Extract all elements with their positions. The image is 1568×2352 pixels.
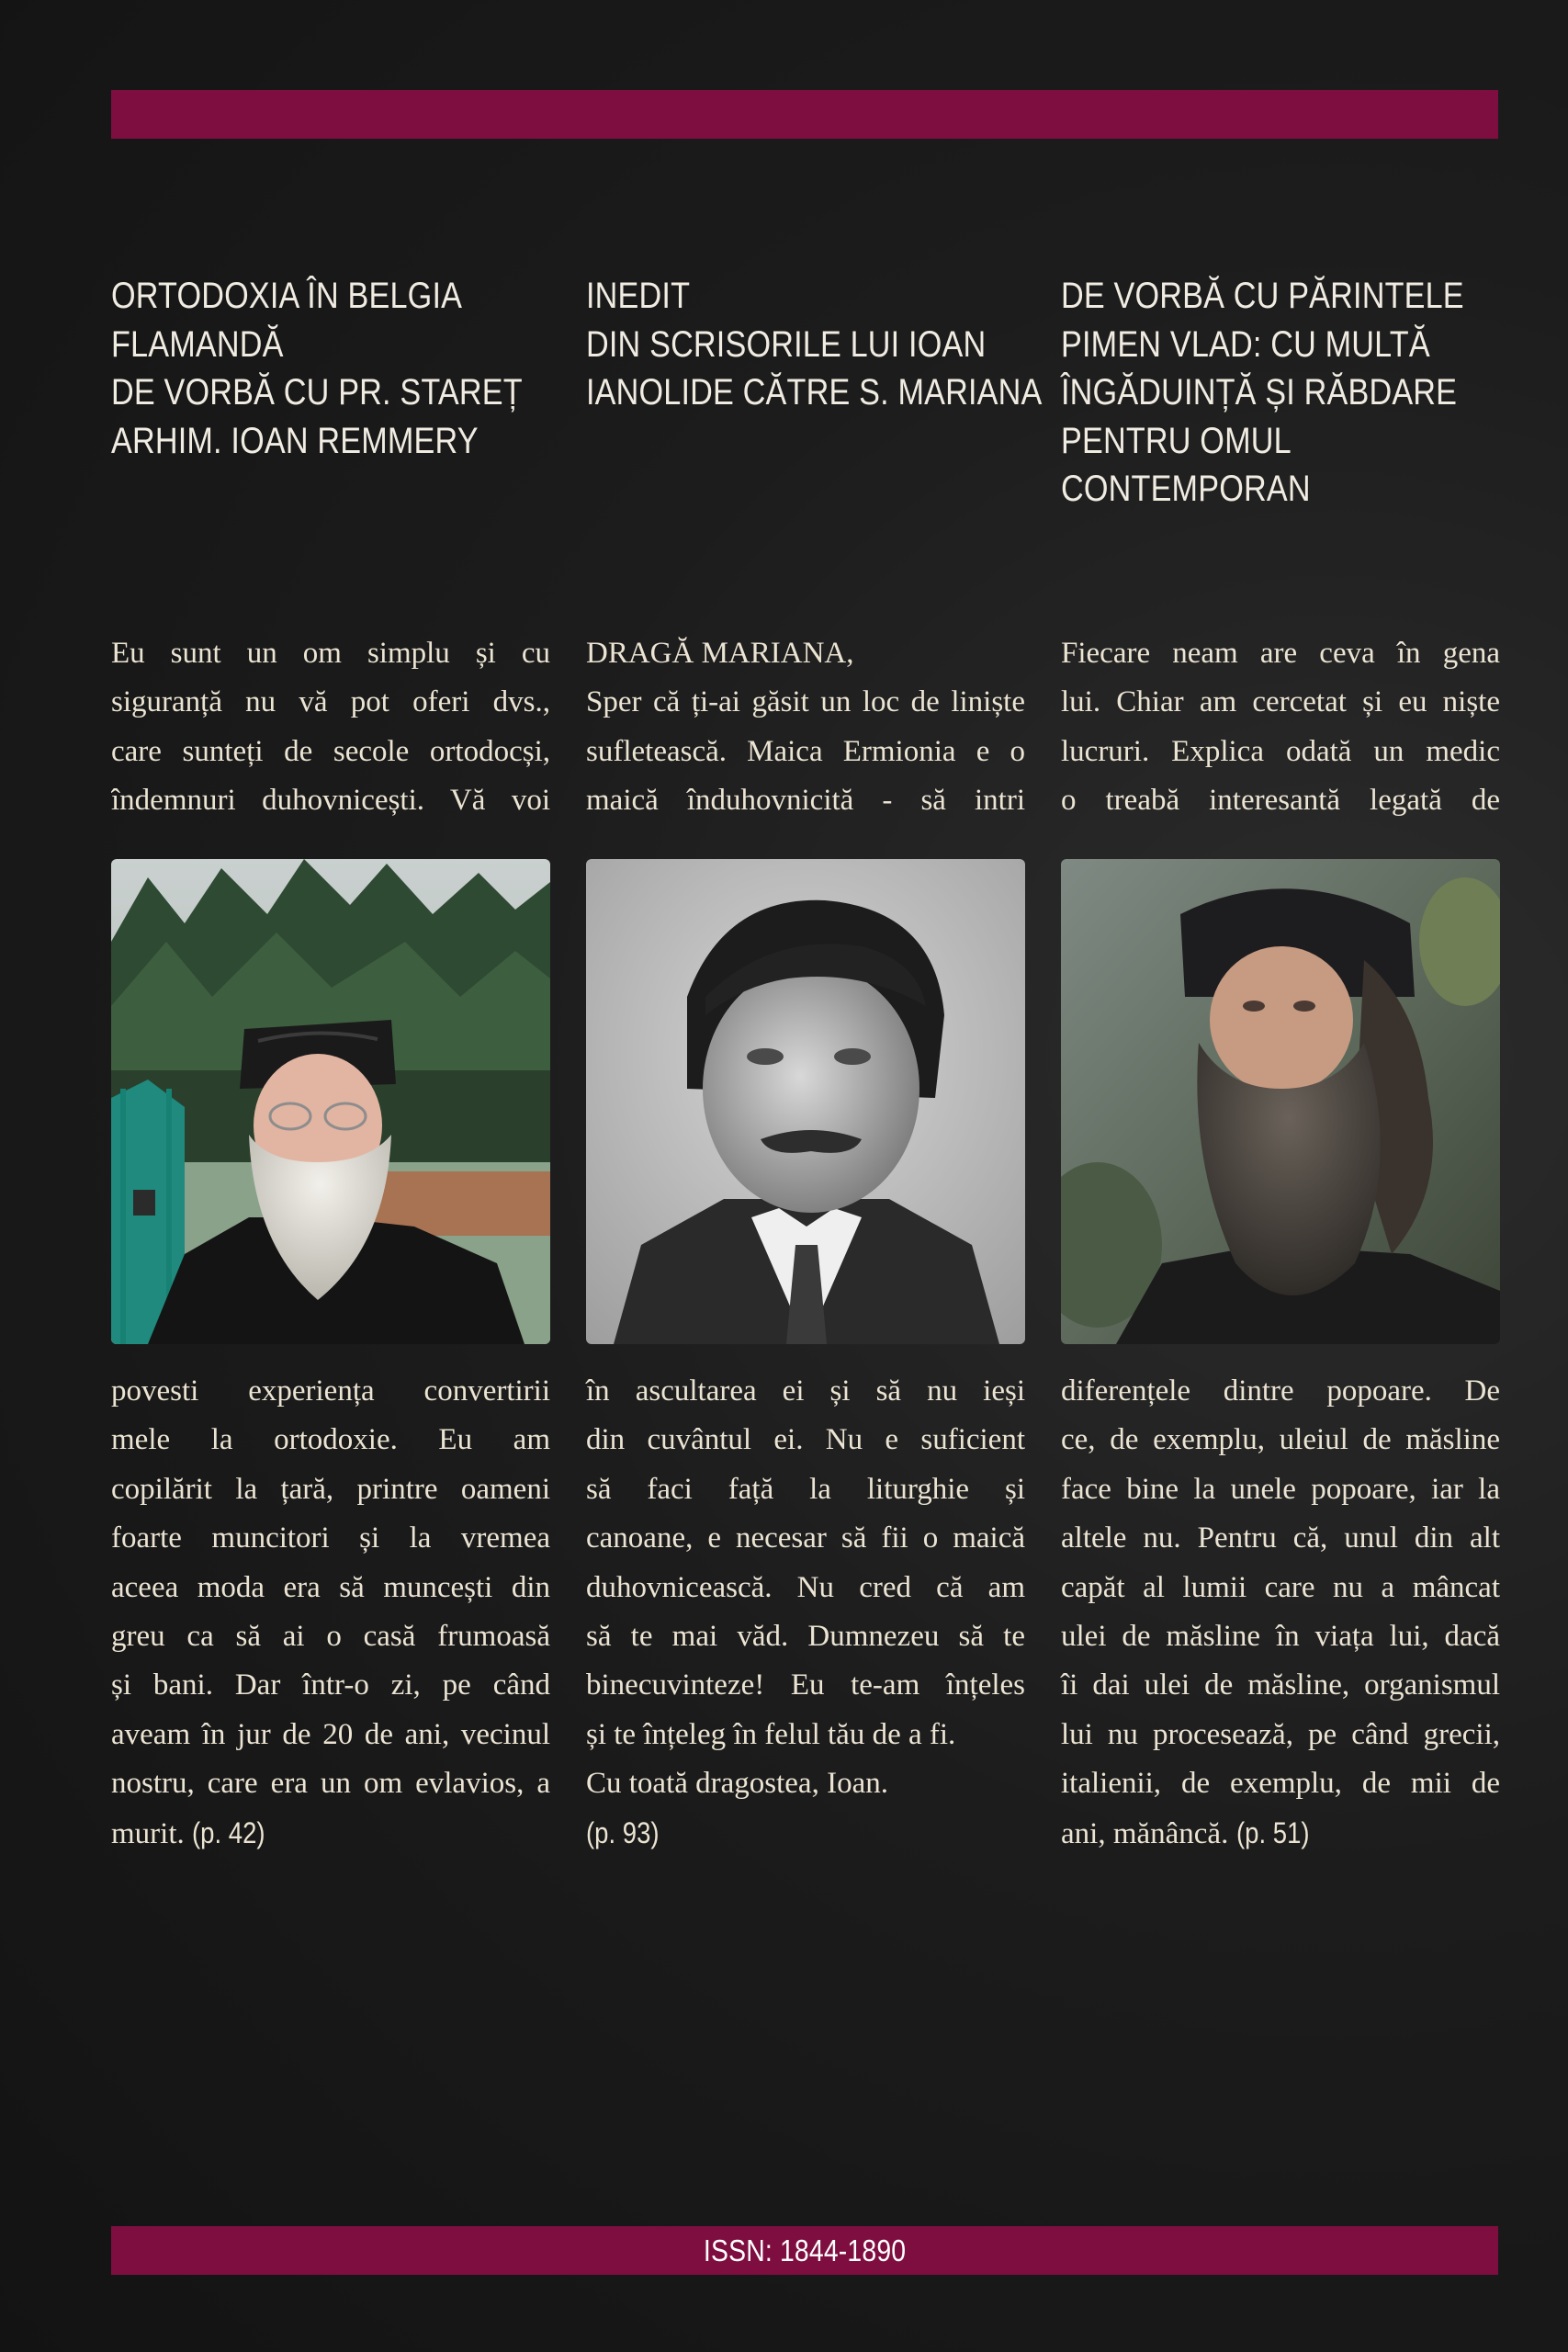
- last-line-text: ani, mănâncă.: [1061, 1816, 1229, 1850]
- title-line: IANOLIDE CĂTRE S. MARIANA: [586, 372, 1043, 413]
- text-line: greu ca să ai o casă frumoasă: [111, 1619, 550, 1653]
- title-line: INEDIT: [586, 276, 691, 316]
- text-line: diferențele dintre popoare. De: [1061, 1374, 1500, 1408]
- text-line: aveam în jur de 20 de ani, vecinul: [111, 1717, 550, 1751]
- text-line-last: [1061, 1809, 1500, 1858]
- portrait-monk-photo: [111, 859, 550, 1344]
- title-line: CONTEMPORAN: [1061, 469, 1311, 509]
- text-line: să faci față la liturghie și: [586, 1472, 1025, 1506]
- text-line: duhovnicească. Nu cred că am: [586, 1570, 1025, 1604]
- article-intro: [1061, 629, 1500, 825]
- text-line: sufletească. Maica Ermionia e o: [586, 734, 1025, 768]
- title-line: ORTODOXIA ÎN BELGIA: [111, 276, 463, 316]
- text-line: face bine la unele popoare, iar la: [1061, 1472, 1500, 1506]
- article-body: [1061, 1367, 1500, 1858]
- text-line: lui nu procesează, pe când grecii,: [1061, 1717, 1500, 1751]
- text-line: maică înduhovnicită - să intri: [586, 784, 1025, 818]
- last-line-text: murit.: [111, 1816, 185, 1850]
- article-title: [1061, 272, 1501, 514]
- footer-bar: [111, 2226, 1498, 2275]
- text-line: și te înțeleg în felul tău de a fi.: [586, 1717, 956, 1751]
- text-line: o treabă interesantă legată de: [1061, 784, 1500, 818]
- article-intro: [586, 629, 1025, 825]
- text-line: capăt al lumii care nu a mâncat: [1061, 1570, 1500, 1604]
- article-intro: [111, 629, 550, 825]
- text-line: îndemnuri duhovnicești. Vă voi: [111, 784, 550, 818]
- article-body: [111, 1367, 550, 1858]
- article-column-1: [111, 0, 550, 1929]
- text-line: îi dai ulei de măsline, organismul: [1061, 1668, 1500, 1702]
- text-line: și bani. Dar într-o zi, pe când: [111, 1668, 550, 1702]
- title-line: FLAMANDĂ: [111, 323, 284, 365]
- text-line: nostru, care era un om evlavios, a: [111, 1767, 550, 1801]
- page-reference: (p. 51): [1235, 1815, 1310, 1849]
- text-line: copilărit la țară, printre oameni: [111, 1472, 550, 1506]
- article-title: [111, 272, 551, 465]
- text-line: lui. Chiar am cercetat și eu niște: [1061, 685, 1500, 719]
- text-line: siguranță nu vă pot oferi dvs.,: [111, 685, 550, 719]
- text-line: foarte muncitori și la vremea: [111, 1521, 550, 1555]
- title-line: PIMEN VLAD: CU MULTĂ: [1061, 323, 1430, 365]
- article-column-3: [1061, 0, 1500, 1929]
- article-body: [586, 1367, 1025, 1858]
- text-line: altele nu. Pentru că, unul din alt: [1061, 1521, 1500, 1555]
- text-line: ulei de măsline în viața lui, dacă: [1061, 1619, 1500, 1653]
- page-reference: (p. 42): [192, 1815, 265, 1849]
- text-line: canoane, e necesar să fii o maică: [586, 1521, 1025, 1555]
- portrait-hieromonk-photo: [1061, 859, 1500, 1344]
- article-column-2: [586, 0, 1043, 1929]
- article-title: [586, 272, 1043, 417]
- title-line: DE VORBĂ CU PĂRINTELE: [1061, 276, 1464, 316]
- issn-label: ISSN: 1844-1890: [703, 2233, 907, 2267]
- text-line: povesti experiența convertirii: [111, 1374, 550, 1408]
- title-line: DIN SCRISORILE LUI IOAN: [586, 323, 987, 365]
- title-line: ÎNGĂDUINȚĂ ȘI RĂBDARE: [1061, 372, 1458, 413]
- text-line: ce, de exemplu, uleiul de măsline: [1061, 1423, 1500, 1457]
- text-line: binecuvinteze! Eu te-am înțeles: [586, 1668, 1025, 1702]
- text-line: din cuvântul ei. Nu e suficient: [586, 1423, 1025, 1457]
- text-line-last: [111, 1809, 550, 1858]
- page-reference: (p. 93): [586, 1815, 660, 1849]
- text-line: lucruri. Explica odată un medic: [1061, 734, 1500, 768]
- text-line: italienii, de exemplu, de mii de: [1061, 1767, 1500, 1801]
- text-line: DRAGĂ MARIANA,: [586, 637, 854, 670]
- text-line: Sper că ți-ai găsit un loc de liniște: [586, 685, 1025, 719]
- title-line: PENTRU OMUL: [1061, 420, 1292, 461]
- text-line: în ascultarea ei și să nu ieși: [586, 1374, 1025, 1408]
- title-line: ARHIM. IOAN REMMERY: [111, 420, 479, 461]
- title-line: DE VORBĂ CU PR. STAREȚ: [111, 372, 523, 413]
- text-line: aceea moda era să muncești din: [111, 1570, 550, 1604]
- text-line-last: [586, 1809, 1025, 1858]
- text-line: Cu toată dragostea, Ioan.: [586, 1767, 888, 1801]
- text-line: Fiecare neam are ceva în gena: [1061, 637, 1500, 670]
- text-line: să te mai văd. Dumnezeu să te: [586, 1619, 1025, 1653]
- portrait-man-bw-photo: [586, 859, 1025, 1344]
- text-line: mele la ortodoxie. Eu am: [111, 1423, 550, 1457]
- text-line: Eu sunt un om simplu și cu: [111, 637, 550, 670]
- text-line: care sunteți de secole ortodocși,: [111, 734, 550, 768]
